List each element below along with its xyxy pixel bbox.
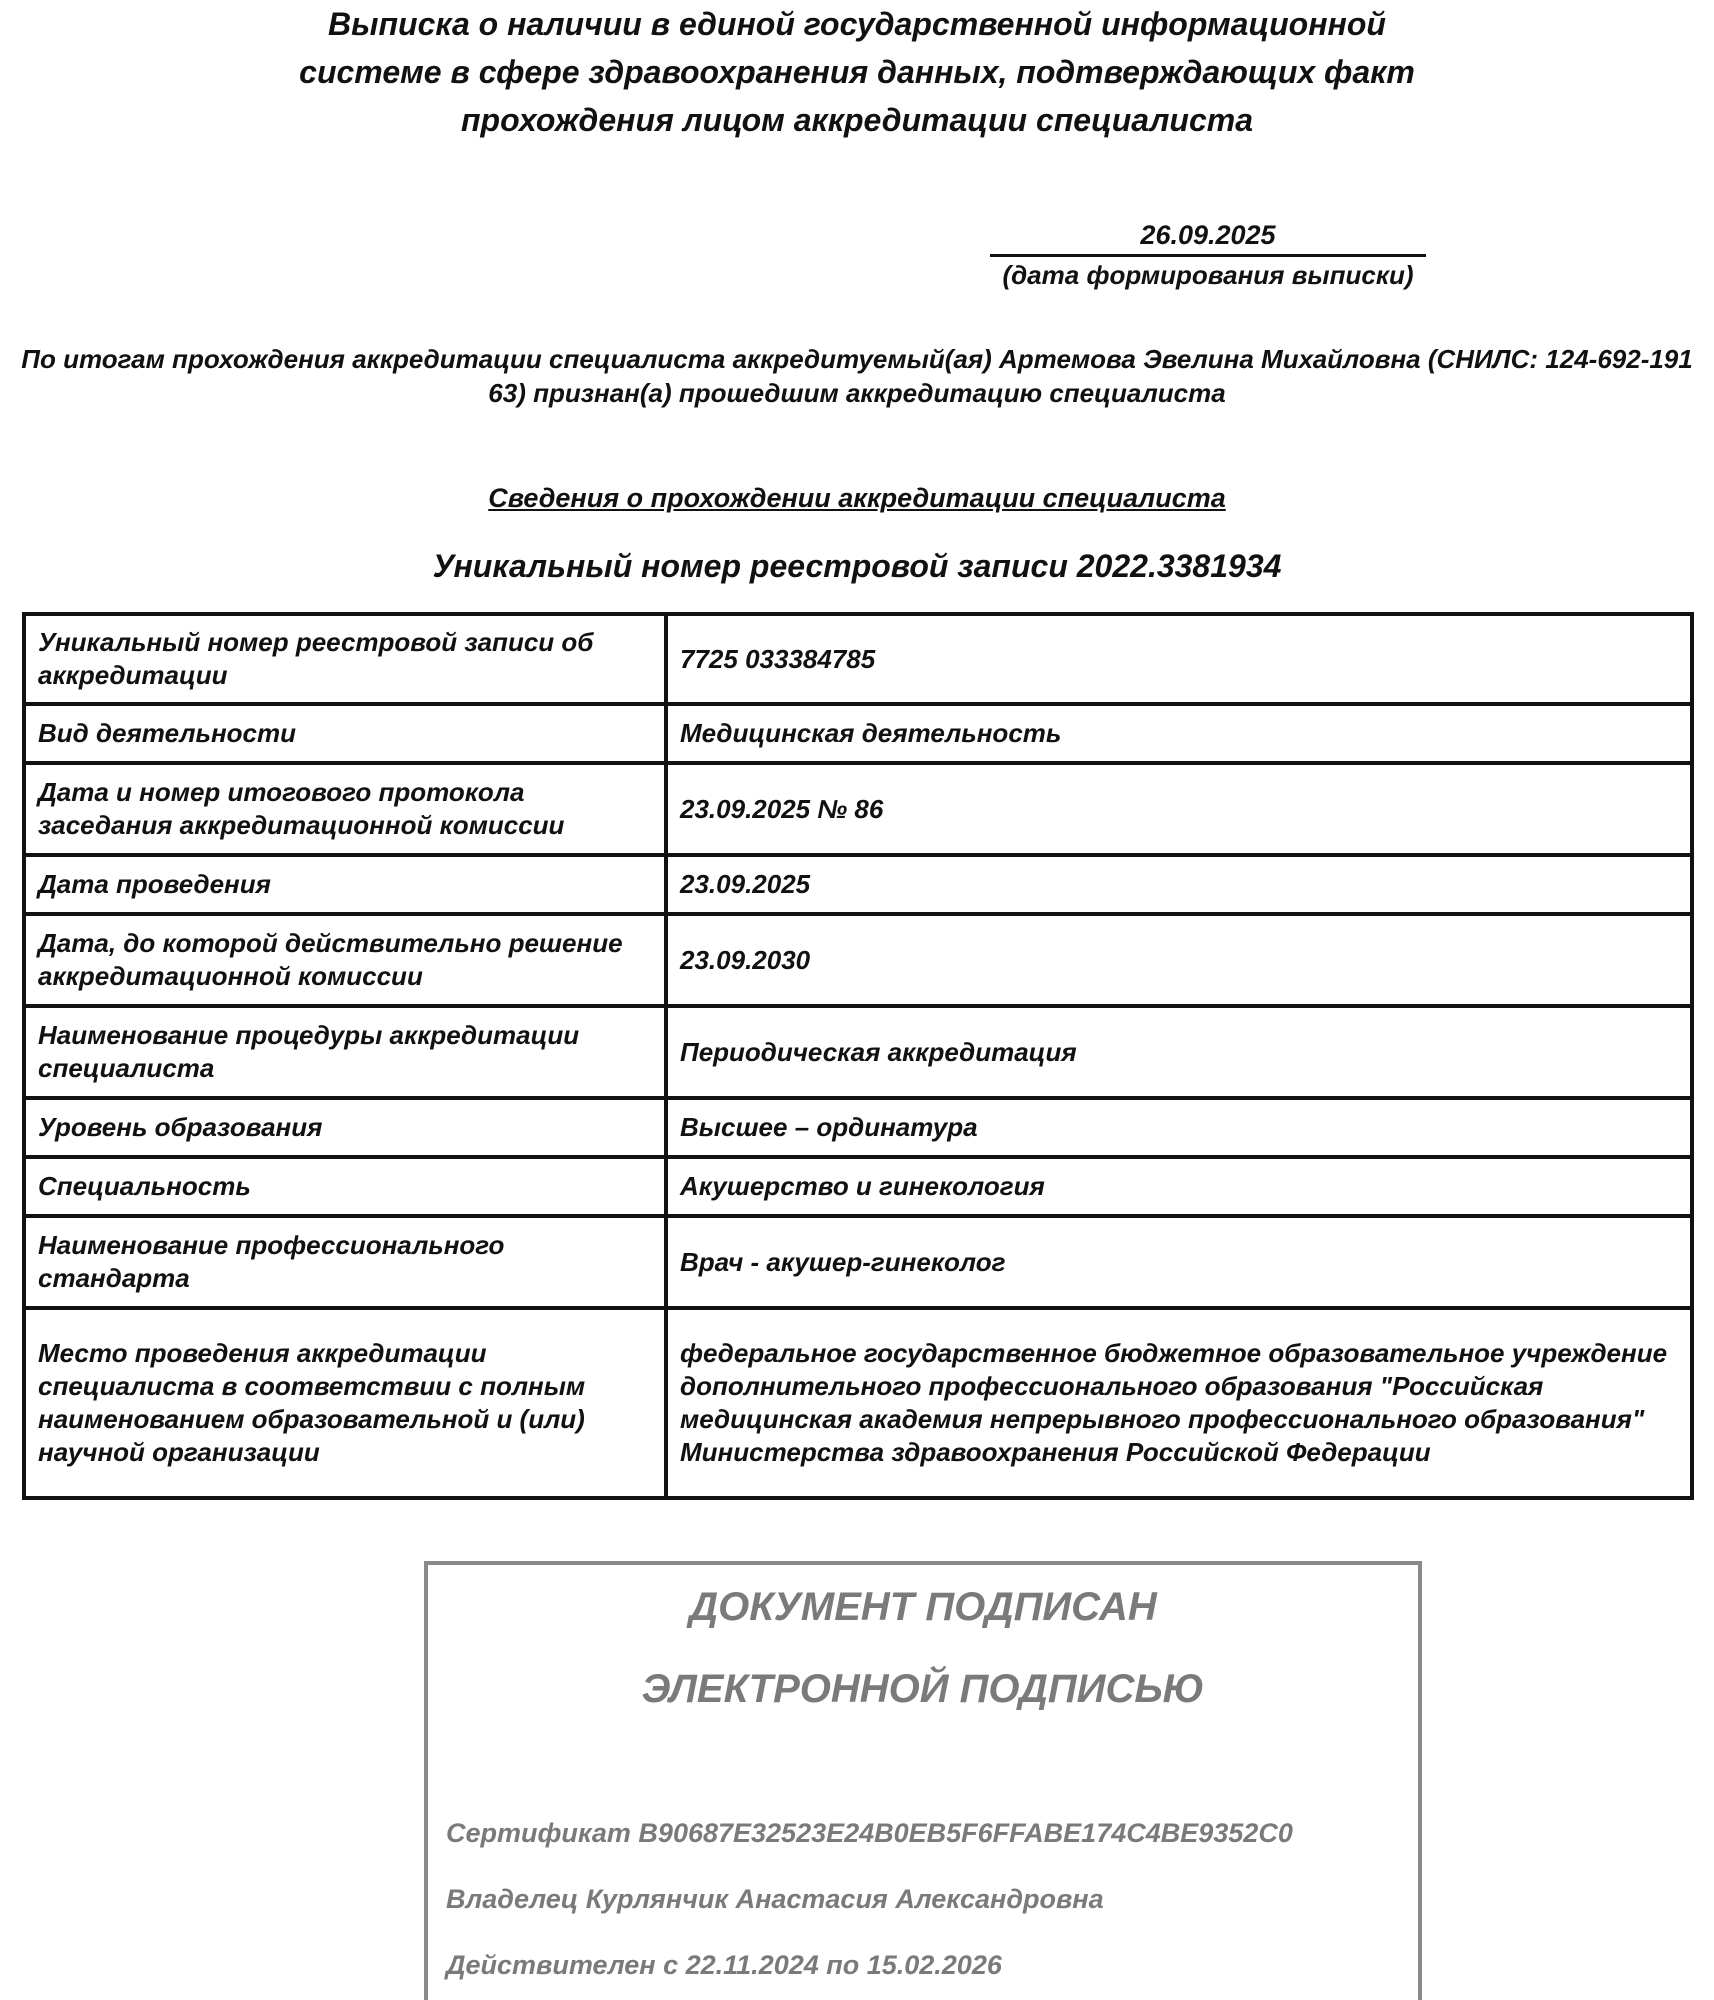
table-row <box>24 1157 1692 1216</box>
row-label: Дата, до которой действительно решение аккредитационной комиссии <box>24 914 666 1006</box>
table-row <box>24 614 1692 704</box>
document-title-line: прохождения лицом аккредитации специалиста <box>461 102 1253 138</box>
row-label: Наименование профессионального стандарта <box>24 1216 666 1308</box>
stamp-subtitle: ЭЛЕКТРОННОЙ ПОДПИСЬЮ <box>641 1667 1205 1711</box>
statement-date-caption: (дата формирования выписки) <box>1002 260 1414 290</box>
row-label: Дата проведения <box>24 855 666 914</box>
document-title <box>200 0 1514 144</box>
row-label: Место проведения аккредитации специалиста в соответствии с полным наименованием образовательной и (или) научной организации <box>24 1308 666 1498</box>
row-value: Медицинская деятельность <box>666 704 1692 763</box>
row-label: Дата и номер итогового протокола заседания аккредитационной комиссии <box>24 763 666 855</box>
stamp-title: ДОКУМЕНТ ПОДПИСАН <box>689 1585 1157 1629</box>
row-label: Уникальный номер реестровой записи об аккредитации <box>24 614 666 704</box>
registry-record-number: Уникальный номер реестровой записи 2022.3381934 <box>432 548 1282 584</box>
row-value: 23.09.2025 <box>666 855 1692 914</box>
row-value: Врач - акушер-гинеколог <box>666 1216 1692 1308</box>
table-row <box>24 1006 1692 1098</box>
section-heading: Сведения о прохождении аккредитации специалиста <box>488 483 1226 513</box>
accreditation-details-table <box>22 612 1694 1500</box>
document-title-line: системе в сфере здравоохранения данных, подтверждающих факт <box>299 54 1415 90</box>
row-value: 7725 033384785 <box>666 614 1692 704</box>
document-title-line: Выписка о наличии в единой государственной информационной <box>328 6 1386 42</box>
table-row <box>24 914 1692 1006</box>
row-value: 23.09.2030 <box>666 914 1692 1006</box>
table-row <box>24 1098 1692 1157</box>
stamp-certificate: Сертификат B90687E32523E24B0EB5F6FFABE174C4BE9352C0 <box>446 1818 1293 1848</box>
row-label: Специальность <box>24 1157 666 1216</box>
row-value: Акушерство и гинекология <box>666 1157 1692 1216</box>
row-label: Вид деятельности <box>24 704 666 763</box>
table-row <box>24 1308 1692 1498</box>
stamp-owner: Владелец Курлянчик Анастасия Александровна <box>446 1884 1104 1914</box>
row-label: Наименование процедуры аккредитации специалиста <box>24 1006 666 1098</box>
row-value: Периодическая аккредитация <box>666 1006 1692 1098</box>
electronic-signature-stamp <box>424 1561 1422 2000</box>
table-row <box>24 763 1692 855</box>
stamp-validity: Действителен с 22.11.2024 по 15.02.2026 <box>446 1950 1002 1980</box>
row-value: 23.09.2025 № 86 <box>666 763 1692 855</box>
statement-date: 26.09.2025 <box>990 218 1426 257</box>
accreditation-intro-text: По итогам прохождения аккредитации специалиста аккредитуемый(ая) Артемова Эвелина Михайловна (СНИЛС: 124-692-191 63) признан(а) прошедшим аккредитацию специалиста <box>21 344 1693 408</box>
table-row <box>24 855 1692 914</box>
row-value: Высшее – ординатура <box>666 1098 1692 1157</box>
statement-date-block <box>990 218 1426 293</box>
table-row <box>24 1216 1692 1308</box>
row-label: Уровень образования <box>24 1098 666 1157</box>
row-value: федеральное государственное бюджетное образовательное учреждение дополнительного профессионального образования "Российская медицинская академия непрерывного профессионального образования" Министерства здравоохранения Российской Федерации <box>666 1308 1692 1498</box>
table-row <box>24 704 1692 763</box>
